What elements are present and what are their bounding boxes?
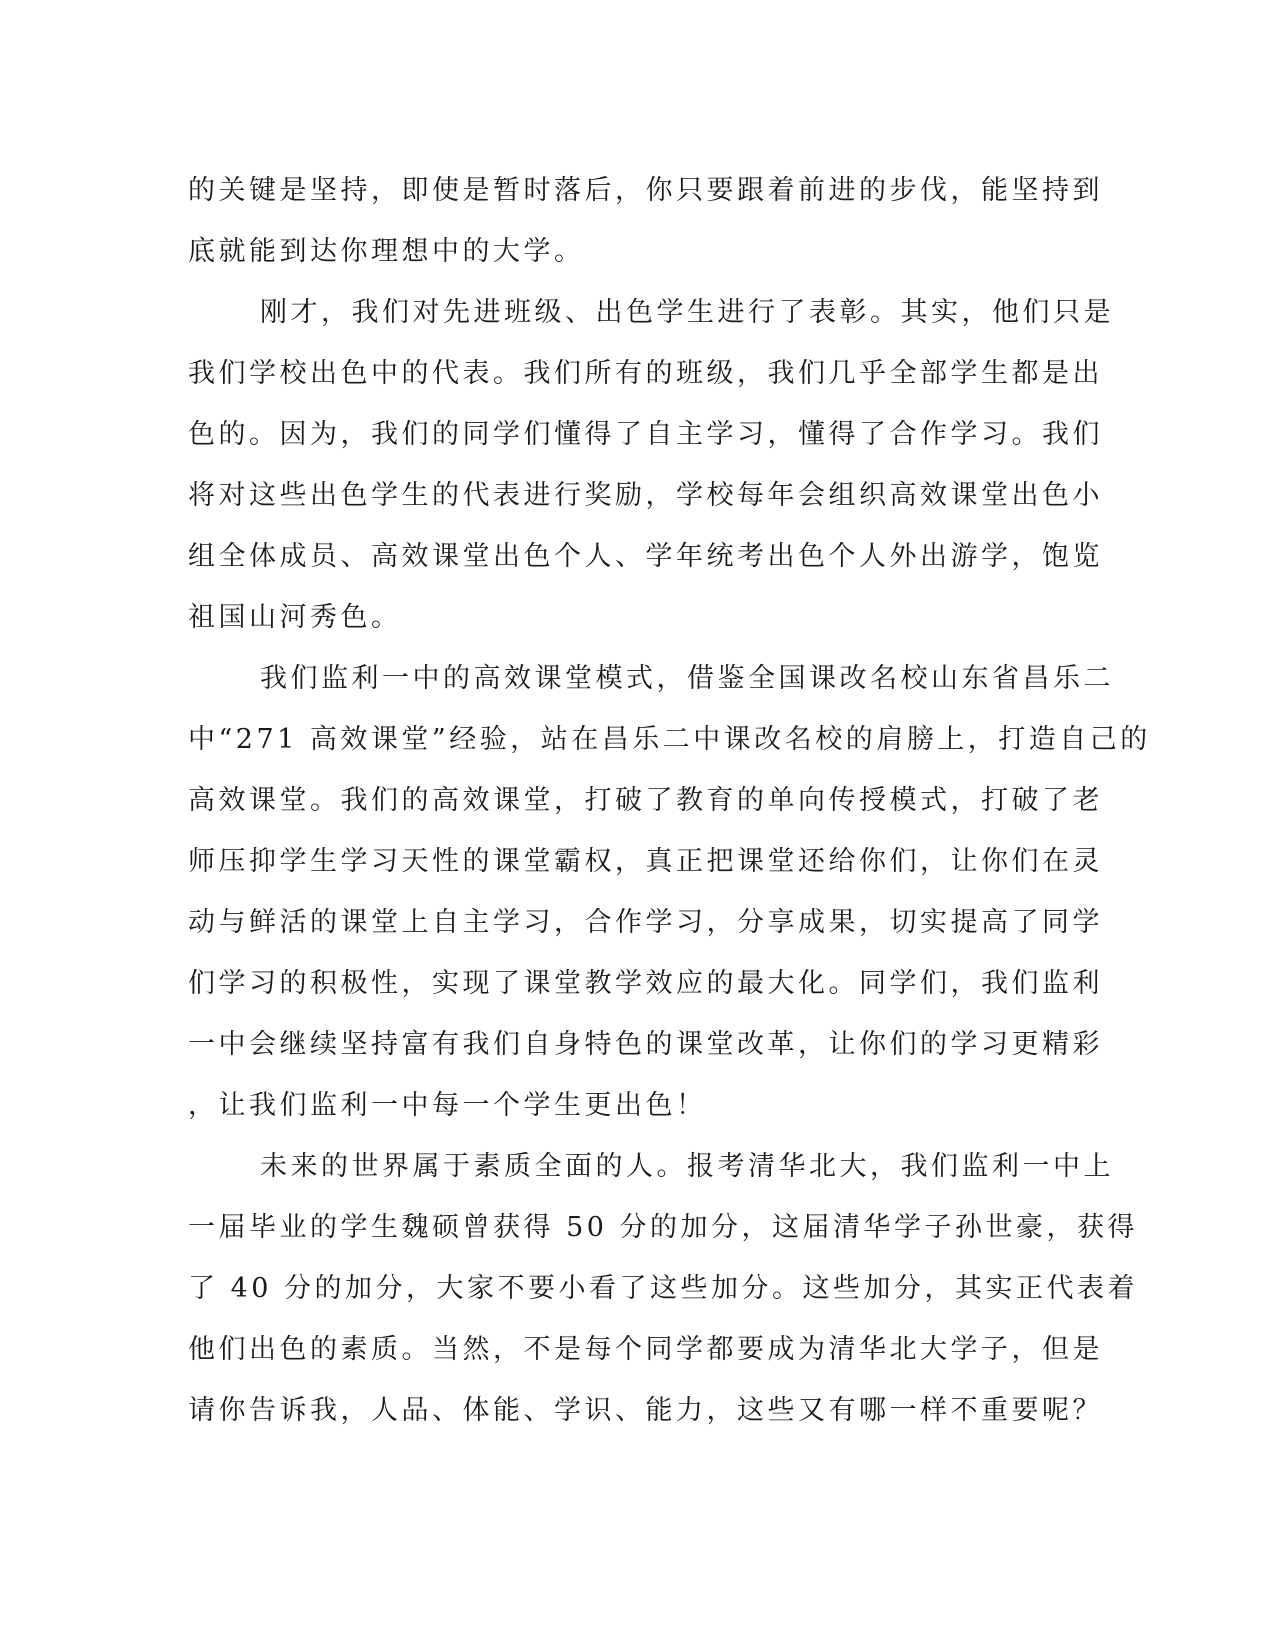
text-line: 请你告诉我，人品、体能、学识、能力，这些又有哪一样不重要呢？ — [188, 1395, 1103, 1426]
text-line: 师压抑学生学习天性的课堂霸权，真正把课堂还给你们，让你们在灵 — [188, 846, 1103, 877]
text-line: 了 40 分的加分，大家不要小看了这些加分。这些加分，其实正代表着 — [188, 1273, 1139, 1304]
text-line: 我们监利一中的高效课堂模式，借鉴全国课改名校山东省昌乐二 — [260, 663, 1114, 694]
text-line: 我们学校出色中的代表。我们所有的班级，我们几乎全部学生都是出 — [188, 358, 1103, 389]
text-line: 色的。因为，我们的同学们懂得了自主学习，懂得了合作学习。我们 — [188, 419, 1103, 450]
text-line: 将对这些出色学生的代表进行奖励，学校每年会组织高效课堂出色小 — [188, 480, 1103, 511]
text-line: 中“271 高效课堂”经验，站在昌乐二中课改名校的肩膀上，打造自己的 — [188, 724, 1151, 755]
text-line: 的关键是坚持，即使是暂时落后，你只要跟着前进的步伐，能坚持到 — [188, 175, 1103, 206]
text-line: 刚才，我们对先进班级、出色学生进行了表彰。其实，他们只是 — [260, 297, 1114, 328]
text-line: 祖国山河秀色。 — [188, 602, 402, 633]
text-line: 一中会继续坚持富有我们自身特色的课堂改革，让你们的学习更精彩 — [188, 1029, 1103, 1060]
text-line: 高效课堂。我们的高效课堂，打破了教育的单向传授模式，打破了老 — [188, 785, 1103, 816]
text-line: ，让我们监利一中每一个学生更出色！ — [188, 1090, 707, 1121]
text-line: 们学习的积极性，实现了课堂教学效应的最大化。同学们，我们监利 — [188, 968, 1103, 999]
text-line: 他们出色的素质。当然，不是每个同学都要成为清华北大学子，但是 — [188, 1334, 1103, 1365]
text-line: 底就能到达你理想中的大学。 — [188, 236, 585, 267]
text-line: 动与鲜活的课堂上自主学习，合作学习，分享成果，切实提高了同学 — [188, 907, 1103, 938]
text-line: 未来的世界属于素质全面的人。报考清华北大，我们监利一中上 — [260, 1151, 1114, 1182]
document-body — [188, 160, 1151, 1441]
text-line: 一届毕业的学生魏硕曾获得 50 分的加分，这届清华学子孙世豪，获得 — [188, 1212, 1139, 1243]
text-line: 组全体成员、高效课堂出色个人、学年统考出色个人外出游学，饱览 — [188, 541, 1103, 572]
